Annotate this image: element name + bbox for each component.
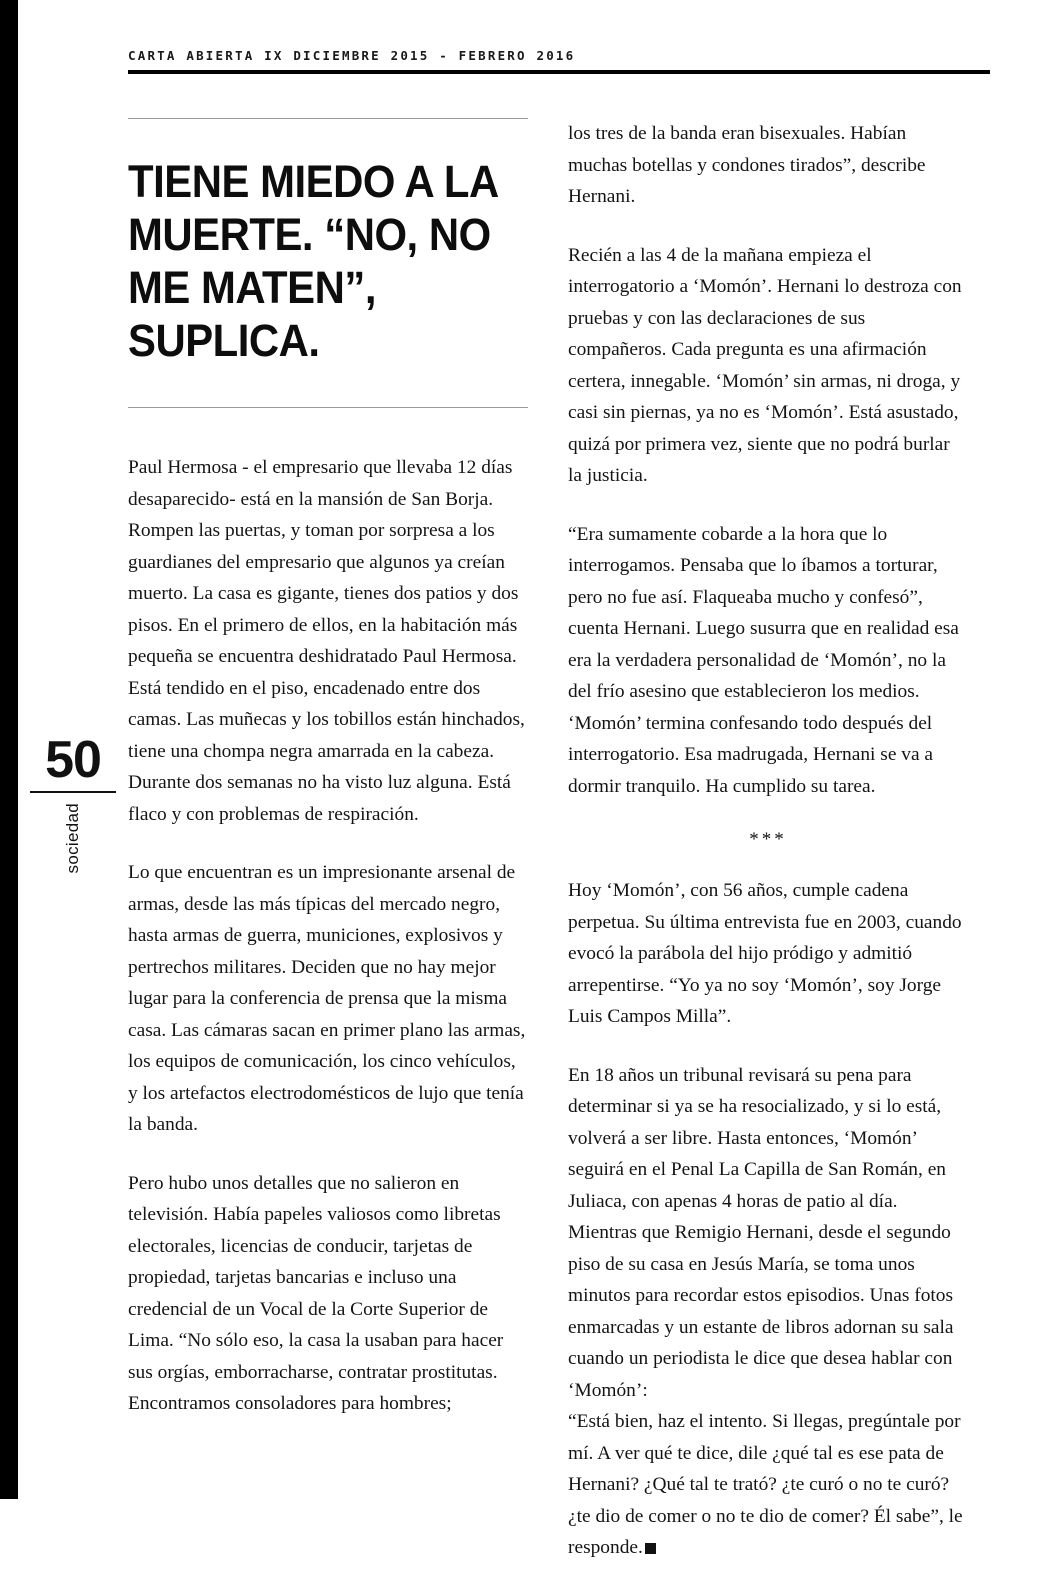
- paragraph: Recién a las 4 de la mañana empieza el interrogatorio a ‘Momón’. Hernani lo destroza con pruebas y con las declaraciones de sus compañeros. Cada pregunta es una afirmación certera, innegable. ‘Momón’ sin armas, ni droga, y casi sin piernas, ya no es ‘Momón’. Está asustado, quizá por primera vez, siente que no podrá burlar la justicia.: [568, 244, 962, 486]
- end-mark: [645, 1543, 656, 1554]
- page-edge-bar: [0, 0, 18, 1499]
- paragraph: En 18 años un tribunal revisará su pena para determinar si ya se ha resocializado, y si lo está, volverá a ser libre. Hasta entonces, ‘Momón’ seguirá en el Penal La Capilla de San Román, en Juliaca, con apenas 4 horas de patio al día. Mientras que Remigio Hernani, desde el segundo piso de su casa en Jesús María, se toma unos minutos para recordar estos episodios. Unas fotos enmarcadas y un estante de libros adornan su sala cuando un periodista le dice que desea hablar con ‘Momón’:: [568, 1064, 954, 1401]
- paragraph: los tres de la banda eran bisexuales. Habían muchas botellas y condones tirados”, describe Hernani.: [568, 123, 926, 207]
- header-rule: [128, 70, 990, 74]
- page-number: 50: [45, 731, 101, 789]
- headline-rule-top: [128, 118, 528, 119]
- right-column: [568, 118, 968, 1591]
- headline-rule-bottom: [128, 407, 528, 408]
- paragraph-text: “Está bien, haz el intento. Si llegas, pregúntale por mí. A ver qué te dice, dile ¿qué tal es ese pata de Hernani? ¿Qué tal te trató? ¿te curó o no te curó? ¿te dio de comer o no te dio de comer? Él sabe”, le responde.: [568, 1411, 963, 1558]
- section-label: sociedad: [63, 803, 82, 874]
- paragraph-final: [568, 1406, 968, 1564]
- paragraph: Hoy ‘Momón’, con 56 años, cumple cadena perpetua. Su última entrevista fue en 2003, cuando evocó la parábola del hijo pródigo y admitió arrepentirse. “Yo ya no soy ‘Momón’, soy Jorge Luis Campos Milla”.: [568, 880, 962, 1027]
- paragraph: “Era sumamente cobarde a la hora que lo interrogamos. Pensaba que lo íbamos a torturar, pero no fue así. Flaqueaba mucho y confesó”, cuenta Hernani. Luego susurra que en realidad esa era la verdadera personalidad de ‘Momón’, no la del frío asesino que establecieron los medios. ‘Momón’ termina confesando todo después del interrogatorio. Esa madrugada, Hernani se va a dormir tranquilo. Ha cumplido su tarea.: [568, 523, 959, 797]
- running-header: [128, 48, 990, 74]
- page-title: TIENE MIEDO A LA MUERTE. “NO, NO ME MATEN”, SUPLICA.: [128, 156, 498, 366]
- paragraph: Paul Hermosa - el empresario que llevaba 12 días desaparecido- está en la mansión de San Borja.: [128, 457, 513, 510]
- paragraph: Pero hubo unos detalles que no salieron en televisión. Había papeles valiosos como libretas electorales, licencias de conducir, tarjetas de propiedad, tarjetas bancarias e incluso una credencial de un Vocal de la Corte Superior de Lima. “No sólo eso, la casa la usaban para hacer sus orgías, emborracharse, contratar prostitutas. Encontramos consoladores para hombres;: [128, 1172, 504, 1414]
- paragraph: Lo que encuentran es un impresionante arsenal de armas, desde las más típicas del mercado negro, hasta armas de guerra, municiones, explosivos y pertrechos militares. Deciden que no hay mejor lugar para la conferencia de prensa que la misma casa. Las cámaras sacan en primer plano las armas, los equipos de comunicación, los cinco vehículos, y los artefactos electrodomésticos de lujo que tenía la banda.: [128, 862, 526, 1135]
- folio-block: [30, 731, 116, 878]
- section-divider: ***: [749, 829, 787, 850]
- folio-divider: [30, 791, 116, 793]
- running-head-text: CARTA ABIERTA IX DICIEMBRE 2015 - FEBRERO 2016: [128, 48, 576, 63]
- left-column: [128, 118, 528, 1447]
- paragraph: Rompen las puertas, y toman por sorpresa a los guardianes del empresario que algunos ya creían muerto. La casa es gigante, tienes dos patios y dos pisos. En el primero de ellos, en la habitación más pequeña se encuentra deshidratado Paul Hermosa. Está tendido en el piso, encadenado entre dos camas. Las muñecas y los tobillos están hinchados, tiene una chompa negra amarrada en la cabeza. Durante dos semanas no ha visto luz alguna. Está flaco y con problemas de respiración.: [128, 520, 525, 825]
